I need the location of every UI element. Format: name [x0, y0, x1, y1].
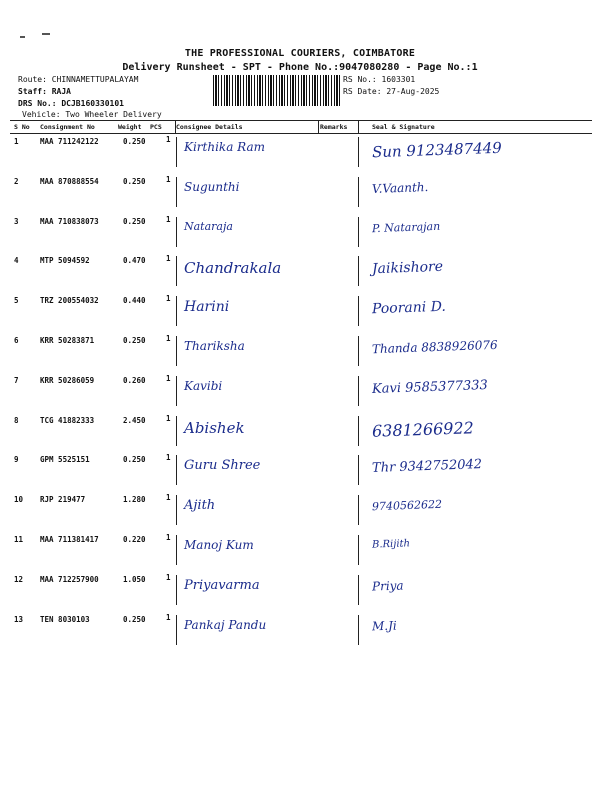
remarks-column-divider — [318, 121, 319, 133]
signature-box-left-edge — [358, 137, 359, 167]
drs-value: DCJB160330101 — [61, 99, 124, 108]
table-row — [0, 412, 600, 452]
route-field: Route: CHINNAMETTUPALAYAM — [18, 75, 139, 84]
row-consignee-handwriting: Abishek — [184, 419, 245, 437]
row-signature-handwriting: Priya — [371, 578, 404, 594]
row-signature-handwriting: P. Natarajan — [371, 219, 441, 236]
row-sno: 10 — [14, 495, 24, 504]
row-pcs: 1 — [166, 414, 171, 423]
row-consignment: TCG 41882333 — [40, 416, 95, 425]
rs-date: RS Date: 27-Aug-2025 — [343, 87, 440, 96]
consignee-box-left-edge — [176, 615, 177, 645]
table-row — [0, 332, 600, 372]
row-consignment: MAA 710838073 — [40, 217, 99, 226]
row-consignment: MTP 5094592 — [40, 256, 90, 265]
row-signature-handwriting: Sun 9123487449 — [371, 138, 503, 162]
row-consignee-handwriting: Guru Shree — [184, 458, 261, 473]
table-row — [0, 372, 600, 412]
row-consignment: GPM 5525151 — [40, 455, 90, 464]
table-row — [0, 451, 600, 491]
row-pcs: 1 — [166, 334, 171, 343]
col-consignee: Consignee Details — [176, 123, 243, 131]
staff-field — [18, 87, 71, 96]
row-weight: 2.450 — [123, 416, 146, 425]
seal-column-divider — [358, 121, 359, 133]
col-pcs: PCS — [150, 123, 162, 131]
row-sno: 11 — [14, 535, 24, 544]
row-pcs: 1 — [166, 374, 171, 383]
staff-value: RAJA — [51, 87, 71, 96]
row-pcs: 1 — [166, 175, 171, 184]
row-signature-handwriting: 9740562622 — [371, 497, 443, 514]
scan-mark — [42, 33, 50, 35]
row-weight: 0.250 — [123, 615, 146, 624]
row-weight: 1.050 — [123, 575, 146, 584]
row-pcs: 1 — [166, 135, 171, 144]
header-top-rule — [10, 120, 592, 121]
signature-box-left-edge — [358, 615, 359, 645]
signature-box-left-edge — [358, 256, 359, 286]
signature-box-left-edge — [358, 535, 359, 565]
row-consignment: RJP 219477 — [40, 495, 86, 504]
table-row — [0, 213, 600, 253]
row-consignee-handwriting: Nataraja — [184, 220, 233, 233]
signature-box-left-edge — [358, 376, 359, 406]
signature-box-left-edge — [358, 575, 359, 605]
table-row — [0, 292, 600, 332]
row-pcs: 1 — [166, 613, 171, 622]
row-signature-handwriting: 6381266922 — [371, 418, 475, 441]
drs-field — [18, 99, 124, 108]
row-pcs: 1 — [166, 453, 171, 462]
row-signature-handwriting: V.Vaanth. — [371, 180, 429, 196]
row-sno: 13 — [14, 615, 24, 624]
staff-label: Staff: — [18, 87, 47, 96]
row-pcs: 1 — [166, 493, 171, 502]
row-consignee-handwriting: Ajith — [184, 498, 216, 513]
row-signature-handwriting: Jaikishore — [371, 258, 444, 278]
row-consignment: TRZ 200554032 — [40, 296, 99, 305]
row-sno: 7 — [14, 376, 19, 385]
row-consignee-handwriting: Kirthika Ram — [184, 140, 266, 154]
col-sno: S No — [14, 123, 30, 131]
row-consignee-handwriting: Chandrakala — [184, 259, 282, 277]
signature-box-left-edge — [358, 217, 359, 247]
row-pcs: 1 — [166, 573, 171, 582]
signature-box-left-edge — [358, 416, 359, 446]
row-consignment: TEN 8030103 — [40, 615, 90, 624]
row-weight: 0.250 — [123, 455, 146, 464]
row-consignee-handwriting: Priyavarma — [184, 578, 260, 593]
row-sno: 3 — [14, 217, 19, 226]
col-weight: Weight — [118, 123, 142, 131]
table-row — [0, 133, 600, 173]
row-sno: 9 — [14, 455, 19, 464]
rs-number: RS No.: 1603301 — [343, 75, 416, 84]
signature-box-left-edge — [358, 495, 359, 525]
barcode — [213, 75, 341, 106]
row-consignment: KRR 50286059 — [40, 376, 95, 385]
consignee-box-left-edge — [176, 575, 177, 605]
consignee-box-left-edge — [176, 217, 177, 247]
consignee-box-left-edge — [176, 336, 177, 366]
row-signature-handwriting: Kavi 9585377333 — [371, 377, 489, 398]
row-consignee-handwriting: Manoj Kum — [184, 538, 254, 552]
table-row — [0, 571, 600, 611]
row-pcs: 1 — [166, 294, 171, 303]
row-consignee-handwriting: Pankaj Pandu — [184, 618, 267, 632]
consignee-box-left-edge — [176, 177, 177, 207]
row-signature-handwriting: Thr 9342752042 — [371, 457, 483, 476]
row-consignment: MAA 711242122 — [40, 137, 99, 146]
row-weight: 0.250 — [123, 137, 146, 146]
consignee-box-left-edge — [176, 376, 177, 406]
row-consignment: KRR 50283871 — [40, 336, 95, 345]
row-weight: 0.250 — [123, 177, 146, 186]
row-consignee-handwriting: Sugunthi — [184, 180, 240, 194]
row-signature-handwriting: M.Ji — [371, 618, 397, 634]
row-sno: 12 — [14, 575, 24, 584]
signature-box-left-edge — [358, 177, 359, 207]
row-weight: 0.220 — [123, 535, 146, 544]
row-consignee-handwriting: Kavibi — [184, 379, 223, 393]
table-row — [0, 173, 600, 213]
row-sno: 4 — [14, 256, 19, 265]
col-seal: Seal & Signature — [372, 123, 435, 131]
row-consignment: MAA 870888554 — [40, 177, 99, 186]
row-consignment: MAA 712257900 — [40, 575, 99, 584]
row-pcs: 1 — [166, 215, 171, 224]
row-sno: 1 — [14, 137, 19, 146]
table-row — [0, 611, 600, 651]
col-consignment: Consignment No — [40, 123, 95, 131]
row-sno: 5 — [14, 296, 19, 305]
row-pcs: 1 — [166, 254, 171, 263]
table-row — [0, 491, 600, 531]
consignee-box-left-edge — [176, 535, 177, 565]
scan-mark — [20, 36, 25, 38]
runsheet-subtitle: Delivery Runsheet - SPT - Phone No.:9047080280 - Page No.:1 — [122, 62, 478, 73]
consignee-box-left-edge — [176, 296, 177, 326]
signature-box-left-edge — [358, 336, 359, 366]
row-signature-handwriting: Thanda 8838926076 — [371, 337, 498, 357]
consignee-box-left-edge — [176, 137, 177, 167]
consignee-box-left-edge — [176, 416, 177, 446]
row-pcs: 1 — [166, 533, 171, 542]
row-consignee-handwriting: Thariksha — [184, 339, 245, 353]
table-row — [0, 531, 600, 571]
row-consignee-handwriting: Harini — [184, 299, 230, 315]
consignee-box-left-edge — [176, 455, 177, 485]
table-row — [0, 252, 600, 292]
row-signature-handwriting: Poorani D. — [371, 298, 447, 318]
row-weight: 0.250 — [123, 336, 146, 345]
col-remarks: Remarks — [320, 123, 348, 131]
row-weight: 1.280 — [123, 495, 146, 504]
row-sno: 8 — [14, 416, 19, 425]
consignee-box-left-edge — [176, 256, 177, 286]
signature-box-left-edge — [358, 296, 359, 326]
row-sno: 6 — [14, 336, 19, 345]
row-weight: 0.250 — [123, 217, 146, 226]
row-sno: 2 — [14, 177, 19, 186]
row-signature-handwriting: B.Rijith — [371, 538, 411, 551]
signature-box-left-edge — [358, 455, 359, 485]
row-weight: 0.440 — [123, 296, 146, 305]
vehicle-field: Vehicle: Two Wheeler Delivery — [22, 110, 162, 119]
row-weight: 0.470 — [123, 256, 146, 265]
consignee-box-left-edge — [176, 495, 177, 525]
row-consignment: MAA 711381417 — [40, 535, 99, 544]
row-weight: 0.260 — [123, 376, 146, 385]
company-title: THE PROFESSIONAL COURIERS, COIMBATORE — [184, 48, 416, 59]
drs-label: DRS No.: — [18, 99, 57, 108]
